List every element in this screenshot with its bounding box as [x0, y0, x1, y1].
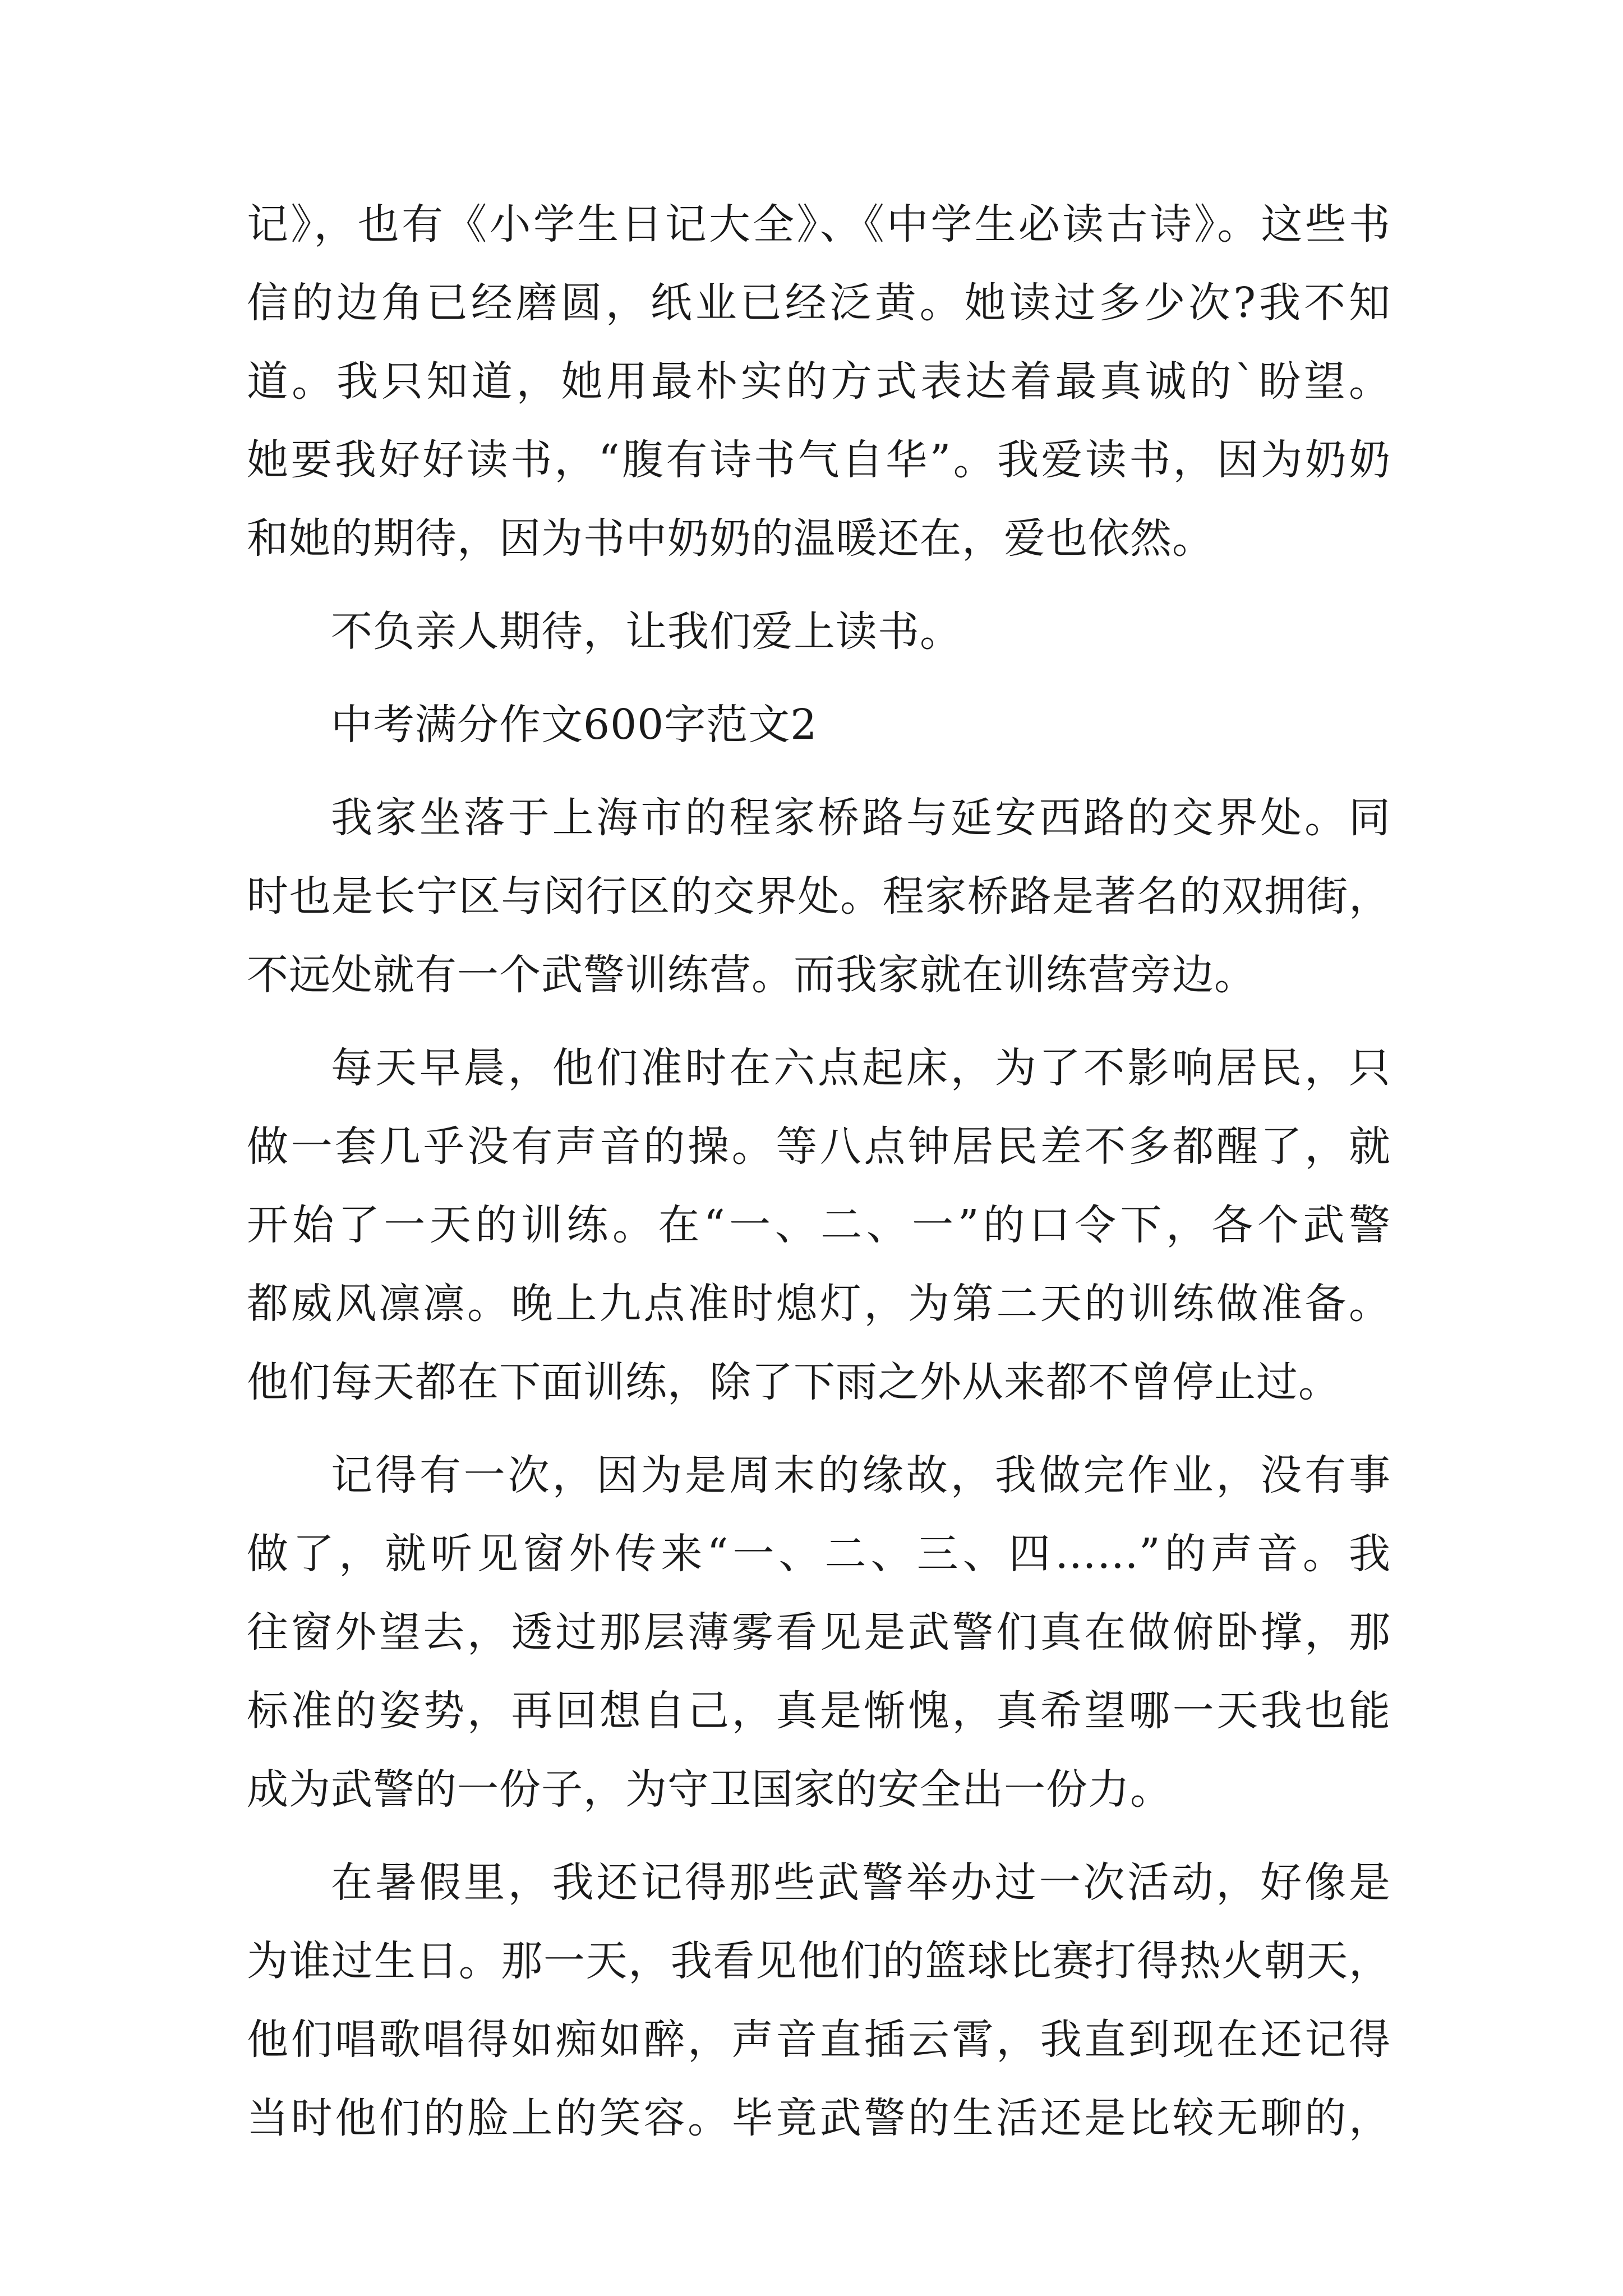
text-line: 她要我好好读书，“腹有诗书气自华”。我爱读书，因为奶奶 — [247, 436, 1391, 484]
text-line: 做一套几乎没有声音的操。等八点钟居民差不多都醒了，就 — [247, 1122, 1391, 1171]
paragraph-gap — [247, 1014, 1391, 1029]
text-line: 为谁过生日。那一天，我看见他们的篮球比赛打得热火朝天， — [247, 1937, 1391, 1985]
section-heading — [247, 685, 1391, 764]
text-line: 都威风凛凛。晚上九点准时熄灯，为第二天的训练做准备。 — [247, 1280, 1391, 1328]
paragraph — [247, 779, 1391, 1014]
body-text — [247, 185, 1391, 2157]
text-line: 和她的期待，因为书中奶奶的温暖还在，爱也依然。 — [247, 514, 1214, 563]
paragraph — [247, 185, 1391, 578]
paragraph-gap — [247, 1829, 1391, 1843]
paragraph-gap — [247, 764, 1391, 779]
text-line: 成为武警的一份子，为守卫国家的安全出一份力。 — [247, 1765, 1172, 1814]
heading-text: 中考满分作文600字范文2 — [331, 701, 818, 749]
paragraph-gap — [247, 671, 1391, 685]
paragraph — [247, 1029, 1391, 1421]
text-line: 在暑假里，我还记得那些武警举办过一次活动，好像是 — [331, 1858, 1391, 1907]
paragraph — [247, 1843, 1391, 2157]
text-line: 我家坐落于上海市的程家桥路与延安西路的交界处。同 — [331, 794, 1391, 842]
paragraph — [247, 592, 1391, 671]
paragraph-gap — [247, 578, 1391, 592]
text-line: 不远处就有一个武警训练营。而我家就在训练营旁边。 — [247, 951, 1256, 999]
text-line: 做了，就听见窗外传来“一、二、三、四……”的声音。我 — [247, 1530, 1391, 1578]
text-line: 道。我只知道，她用最朴实的方式表达着最真诚的`盼望。 — [247, 357, 1391, 406]
text-line: 开始了一天的训练。在“一、二、一”的口令下，各个武警 — [247, 1201, 1391, 1249]
text-line: 记得有一次，因为是周末的缘故，我做完作业，没有事 — [331, 1451, 1391, 1499]
text-line: 标准的姿势，再回想自己，真是惭愧，真希望哪一天我也能 — [247, 1687, 1391, 1735]
text-line: 记》，也有《小学生日记大全》、《中学生必读古诗》。这些书 — [247, 200, 1391, 249]
text-line: 时也是长宁区与闵行区的交界处。程家桥路是著名的双拥街， — [247, 872, 1391, 921]
text-line: 他们每天都在下面训练，除了下雨之外从来都不曾停止过。 — [247, 1358, 1340, 1406]
text-line: 每天早晨，他们准时在六点起床，为了不影响居民，只 — [331, 1044, 1391, 1092]
paragraph-gap — [247, 1421, 1391, 1436]
text-line: 信的边角已经磨圆，纸业已经泛黄。她读过多少次?我不知 — [247, 279, 1391, 327]
text-line: 他们唱歌唱得如痴如醉，声音直插云霄，我直到现在还记得 — [247, 2016, 1391, 2064]
text-line: 往窗外望去，透过那层薄雾看见是武警们真在做俯卧撑，那 — [247, 1608, 1391, 1657]
text-line: 不负亲人期待，让我们爱上读书。 — [331, 608, 962, 656]
text-line: 当时他们的脸上的笑容。毕竟武警的生活还是比较无聊的， — [247, 2094, 1391, 2142]
paragraph — [247, 1436, 1391, 1829]
